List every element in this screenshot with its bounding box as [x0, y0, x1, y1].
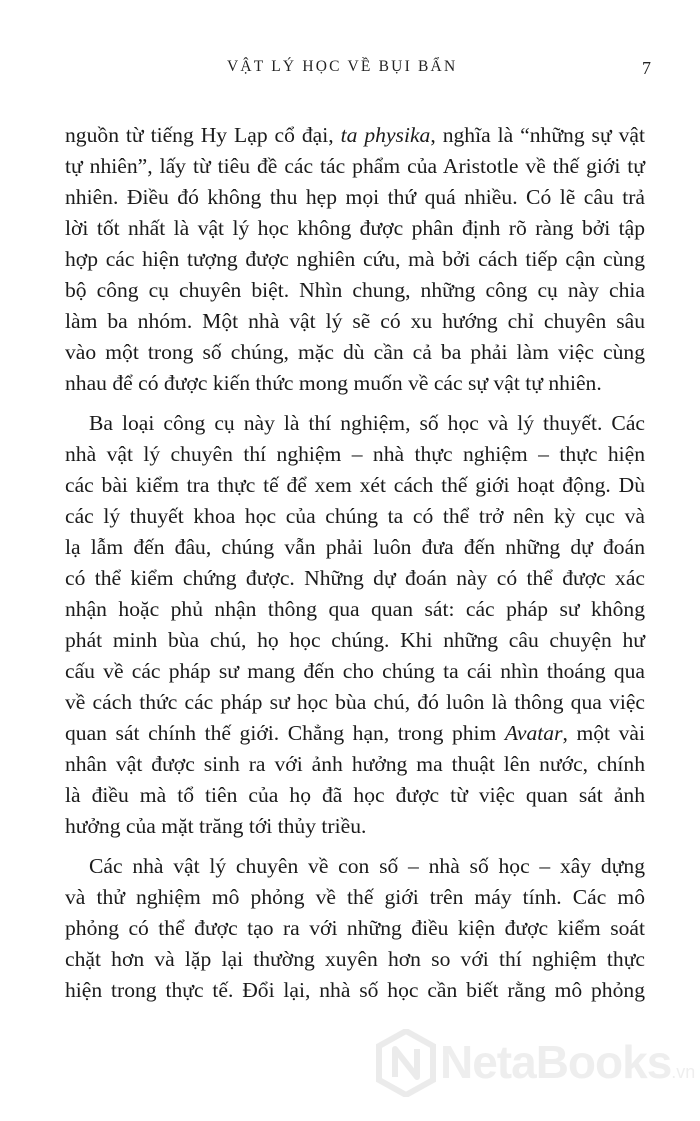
- text-run: các bài kiểm tra thực tế để xem xét cách thế giới hoạt động. Dù: [65, 473, 645, 497]
- watermark-text: [440, 1035, 695, 1089]
- running-title: VẬT LÝ HỌC VỀ BỤI BẨN: [227, 58, 458, 75]
- text-line: [65, 368, 645, 399]
- text-line: [65, 687, 645, 718]
- text-line: [65, 594, 645, 625]
- text-run: về cách thức các pháp sư học bùa chú, đó luôn là thông qua việc: [65, 690, 645, 714]
- text-line: [65, 749, 645, 780]
- text-line: [65, 913, 645, 944]
- text-run: có thể kiểm chứng được. Những dự đoán này có thể được xác: [65, 566, 645, 590]
- text-line: [65, 120, 645, 151]
- text-line: [65, 275, 645, 306]
- text-run: phát minh bùa chú, họ học chúng. Khi những câu chuyện hư: [65, 628, 645, 652]
- text-run: chặt hơn và lặp lại thường xuyên hơn so với thí nghiệm thực: [65, 947, 645, 971]
- text-line: [65, 975, 645, 1006]
- text-run: nhà vật lý chuyên thí nghiệm – nhà thực nghiệm – thực hiện: [65, 442, 645, 466]
- paragraph: [65, 408, 645, 842]
- text-run: lời tốt nhất là vật lý học không được phân định rõ ràng bởi tập: [65, 216, 645, 240]
- text-run: , nghĩa là “những sự vật: [430, 123, 645, 147]
- text-line: [65, 882, 645, 913]
- text-line: [65, 532, 645, 563]
- text-run: phỏng có thể được tạo ra với những điều kiện được kiểm soát: [65, 916, 645, 940]
- text-line: [65, 811, 645, 842]
- running-header: [0, 58, 700, 82]
- text-run: tự nhiên”, lấy từ tiêu đề các tác phẩm của Aristotle về thế giới tự: [65, 154, 645, 178]
- watermark: [376, 1025, 696, 1101]
- text-line: [65, 306, 645, 337]
- text-run: nhân vật được sinh ra với ảnh hưởng ma thuật lên nước, chính: [65, 752, 645, 776]
- text-line: [65, 244, 645, 275]
- text-run: bộ công cụ chuyên biệt. Nhìn chung, những công cụ này chia: [65, 278, 645, 302]
- text-line: [65, 625, 645, 656]
- text-run: , một vài: [562, 721, 645, 745]
- text-line: [65, 780, 645, 811]
- text-run: nhiên. Điều đó không thu hẹp mọi thứ quá nhiều. Có lẽ câu trả: [65, 185, 645, 209]
- text-line: [65, 182, 645, 213]
- text-run: các lý thuyết khoa học của chúng ta có thể trở nên kỳ cục và: [65, 504, 645, 528]
- text-run: nhau để có được kiến thức mong muốn về các sự vật tự nhiên.: [65, 371, 602, 395]
- text-line: [65, 470, 645, 501]
- text-line: [65, 656, 645, 687]
- paragraph-gap: [65, 399, 645, 408]
- text-line: [65, 213, 645, 244]
- text-line: [65, 718, 645, 749]
- text-line: [65, 151, 645, 182]
- text-run: quan sát chính thế giới. Chẳng hạn, trong phim: [65, 721, 505, 745]
- text-line: [65, 501, 645, 532]
- text-run: nguồn từ tiếng Hy Lạp cổ đại,: [65, 123, 341, 147]
- text-run: nhận hoặc phủ nhận thông qua quan sát: các pháp sư không: [65, 597, 645, 621]
- text-run: Ba loại công cụ này là thí nghiệm, số học và lý thuyết. Các: [89, 411, 645, 435]
- text-run: là điều mà tổ tiên của họ đã học được từ việc quan sát ảnh: [65, 783, 645, 807]
- body-text: [65, 120, 645, 1006]
- text-run: vào một trong số chúng, mặc dù cần cả ba phải làm việc cùng: [65, 340, 645, 364]
- text-run: và thử nghiệm mô phỏng về thế giới trên máy tính. Các mô: [65, 885, 645, 909]
- page-number: 7: [642, 58, 651, 78]
- watermark-brand: NetaBooks: [440, 1036, 672, 1088]
- paragraph-gap: [65, 842, 645, 851]
- watermark-suffix: .vn: [671, 1062, 696, 1082]
- paragraph: [65, 120, 645, 399]
- text-run: hợp các hiện tượng được nghiên cứu, mà bởi cách tiếp cận cùng: [65, 247, 645, 271]
- paragraph: [65, 851, 645, 1006]
- text-line: [65, 439, 645, 470]
- text-run: cấu về các pháp sư mang đến cho chúng ta cái nhìn thoáng qua: [65, 659, 645, 683]
- text-line: [65, 563, 645, 594]
- netabooks-logo-icon: [376, 1029, 436, 1097]
- text-line: [65, 944, 645, 975]
- text-line: [65, 851, 645, 882]
- text-run: hiện trong thực tế. Đổi lại, nhà số học cần biết rằng mô phỏng: [65, 978, 645, 1002]
- text-run: Các nhà vật lý chuyên về con số – nhà số học – xây dựng: [89, 854, 645, 878]
- text-line: [65, 337, 645, 368]
- italic-text: Avatar: [504, 721, 563, 745]
- text-line: [65, 408, 645, 439]
- italic-text: ta physika: [340, 123, 431, 147]
- text-run: hưởng của mặt trăng tới thủy triều.: [65, 814, 367, 838]
- text-run: làm ba nhóm. Một nhà vật lý sẽ có xu hướng chỉ chuyên sâu: [65, 309, 645, 333]
- text-run: lạ lẫm đến đâu, chúng vẫn phải luôn đưa đến những dự đoán: [65, 535, 645, 559]
